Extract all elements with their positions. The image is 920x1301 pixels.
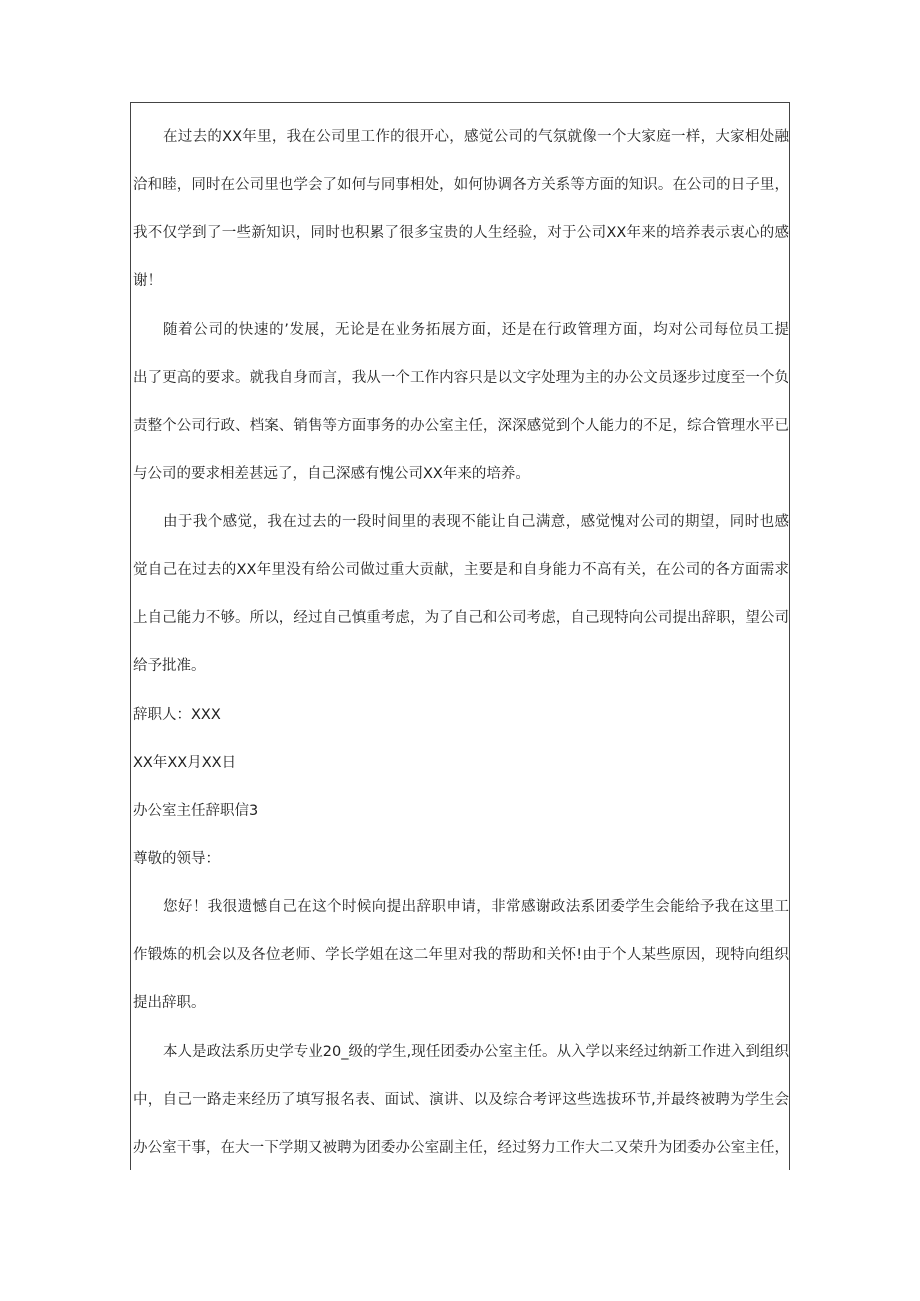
paragraph-line: 您好！我很遗憾自己在这个时候向提出辞职申请，非常感谢政法系团委学生会能给予我在这里工	[163, 899, 789, 915]
paragraph-line: 随着公司的快速的’发展，无论是在业务拓展方面，还是在行政管理方面，均对公司每位员工提	[163, 322, 789, 338]
paragraph-line: 洽和睦，同时在公司里也学会了如何与同事相处，如何协调各方关系等方面的知识。在公司的日子里，	[133, 177, 789, 193]
resigner-signature: 辞职人：XXX	[133, 707, 221, 723]
paragraph-line: 与公司的要求相差甚远了，自己深感有愧公司XX年来的培养。	[133, 466, 530, 482]
letter-date: XX年XX月XX日	[133, 755, 237, 771]
paragraph-line: 我不仅学到了一些新知识，同时也积累了很多宝贵的人生经验，对于公司XX年来的培养表示衷心的感	[133, 225, 789, 241]
salutation: 尊敬的领导：	[133, 851, 220, 867]
paragraph-line: 提出辞职。	[133, 995, 206, 1011]
paragraph-line: 出了更高的要求。就我自身而言，我从一个工作内容只是以文字处理为主的办公文员逐步过度至一个负	[133, 370, 789, 386]
paragraph-line: 作锻炼的机会以及各位老师、学长学姐在这二年里对我的帮助和关怀!由于个人某些原因，现特向组织	[133, 947, 789, 963]
paragraph-line: 办公室干事，在大一下学期又被聘为团委办公室副主任，经过努力工作大二又荣升为团委办公室主任，	[133, 1140, 789, 1156]
paragraph-line: 觉自己在过去的XX年里没有给公司做过重大贡献，主要是和自身能力不高有关，在公司的各方面需求	[133, 562, 789, 578]
paragraph-line: 由于我个感觉，我在过去的一段时间里的表现不能让自己满意，感觉愧对公司的期望，同时也感	[163, 514, 789, 530]
paragraph-line: 谢！	[133, 273, 162, 289]
paragraph-line: 责整个公司行政、档案、销售等方面事务的办公室主任，深深感觉到个人能力的不足，综合管理水平已	[133, 418, 789, 434]
paragraph-line: 本人是政法系历史学专业20_级的学生,现任团委办公室主任。从入学以来经过纳新工作进入到组织	[163, 1044, 789, 1060]
paragraph-line: 给予批准。	[133, 658, 206, 674]
paragraph-line: 中，自己一路走来经历了填写报名表、面试、演讲、以及综合考评这些选拔环节,并最终被聘为学生会	[133, 1092, 789, 1108]
paragraph-line: 上自己能力不够。所以，经过自己慎重考虑，为了自己和公司考虑，自己现特向公司提出辞职，望公司	[133, 610, 789, 626]
paragraph-line: 在过去的XX年里，我在公司里工作的很开心，感觉公司的气氛就像一个大家庭一样，大家相处融	[163, 129, 789, 145]
letter-title: 办公室主任辞职信3	[133, 803, 259, 819]
